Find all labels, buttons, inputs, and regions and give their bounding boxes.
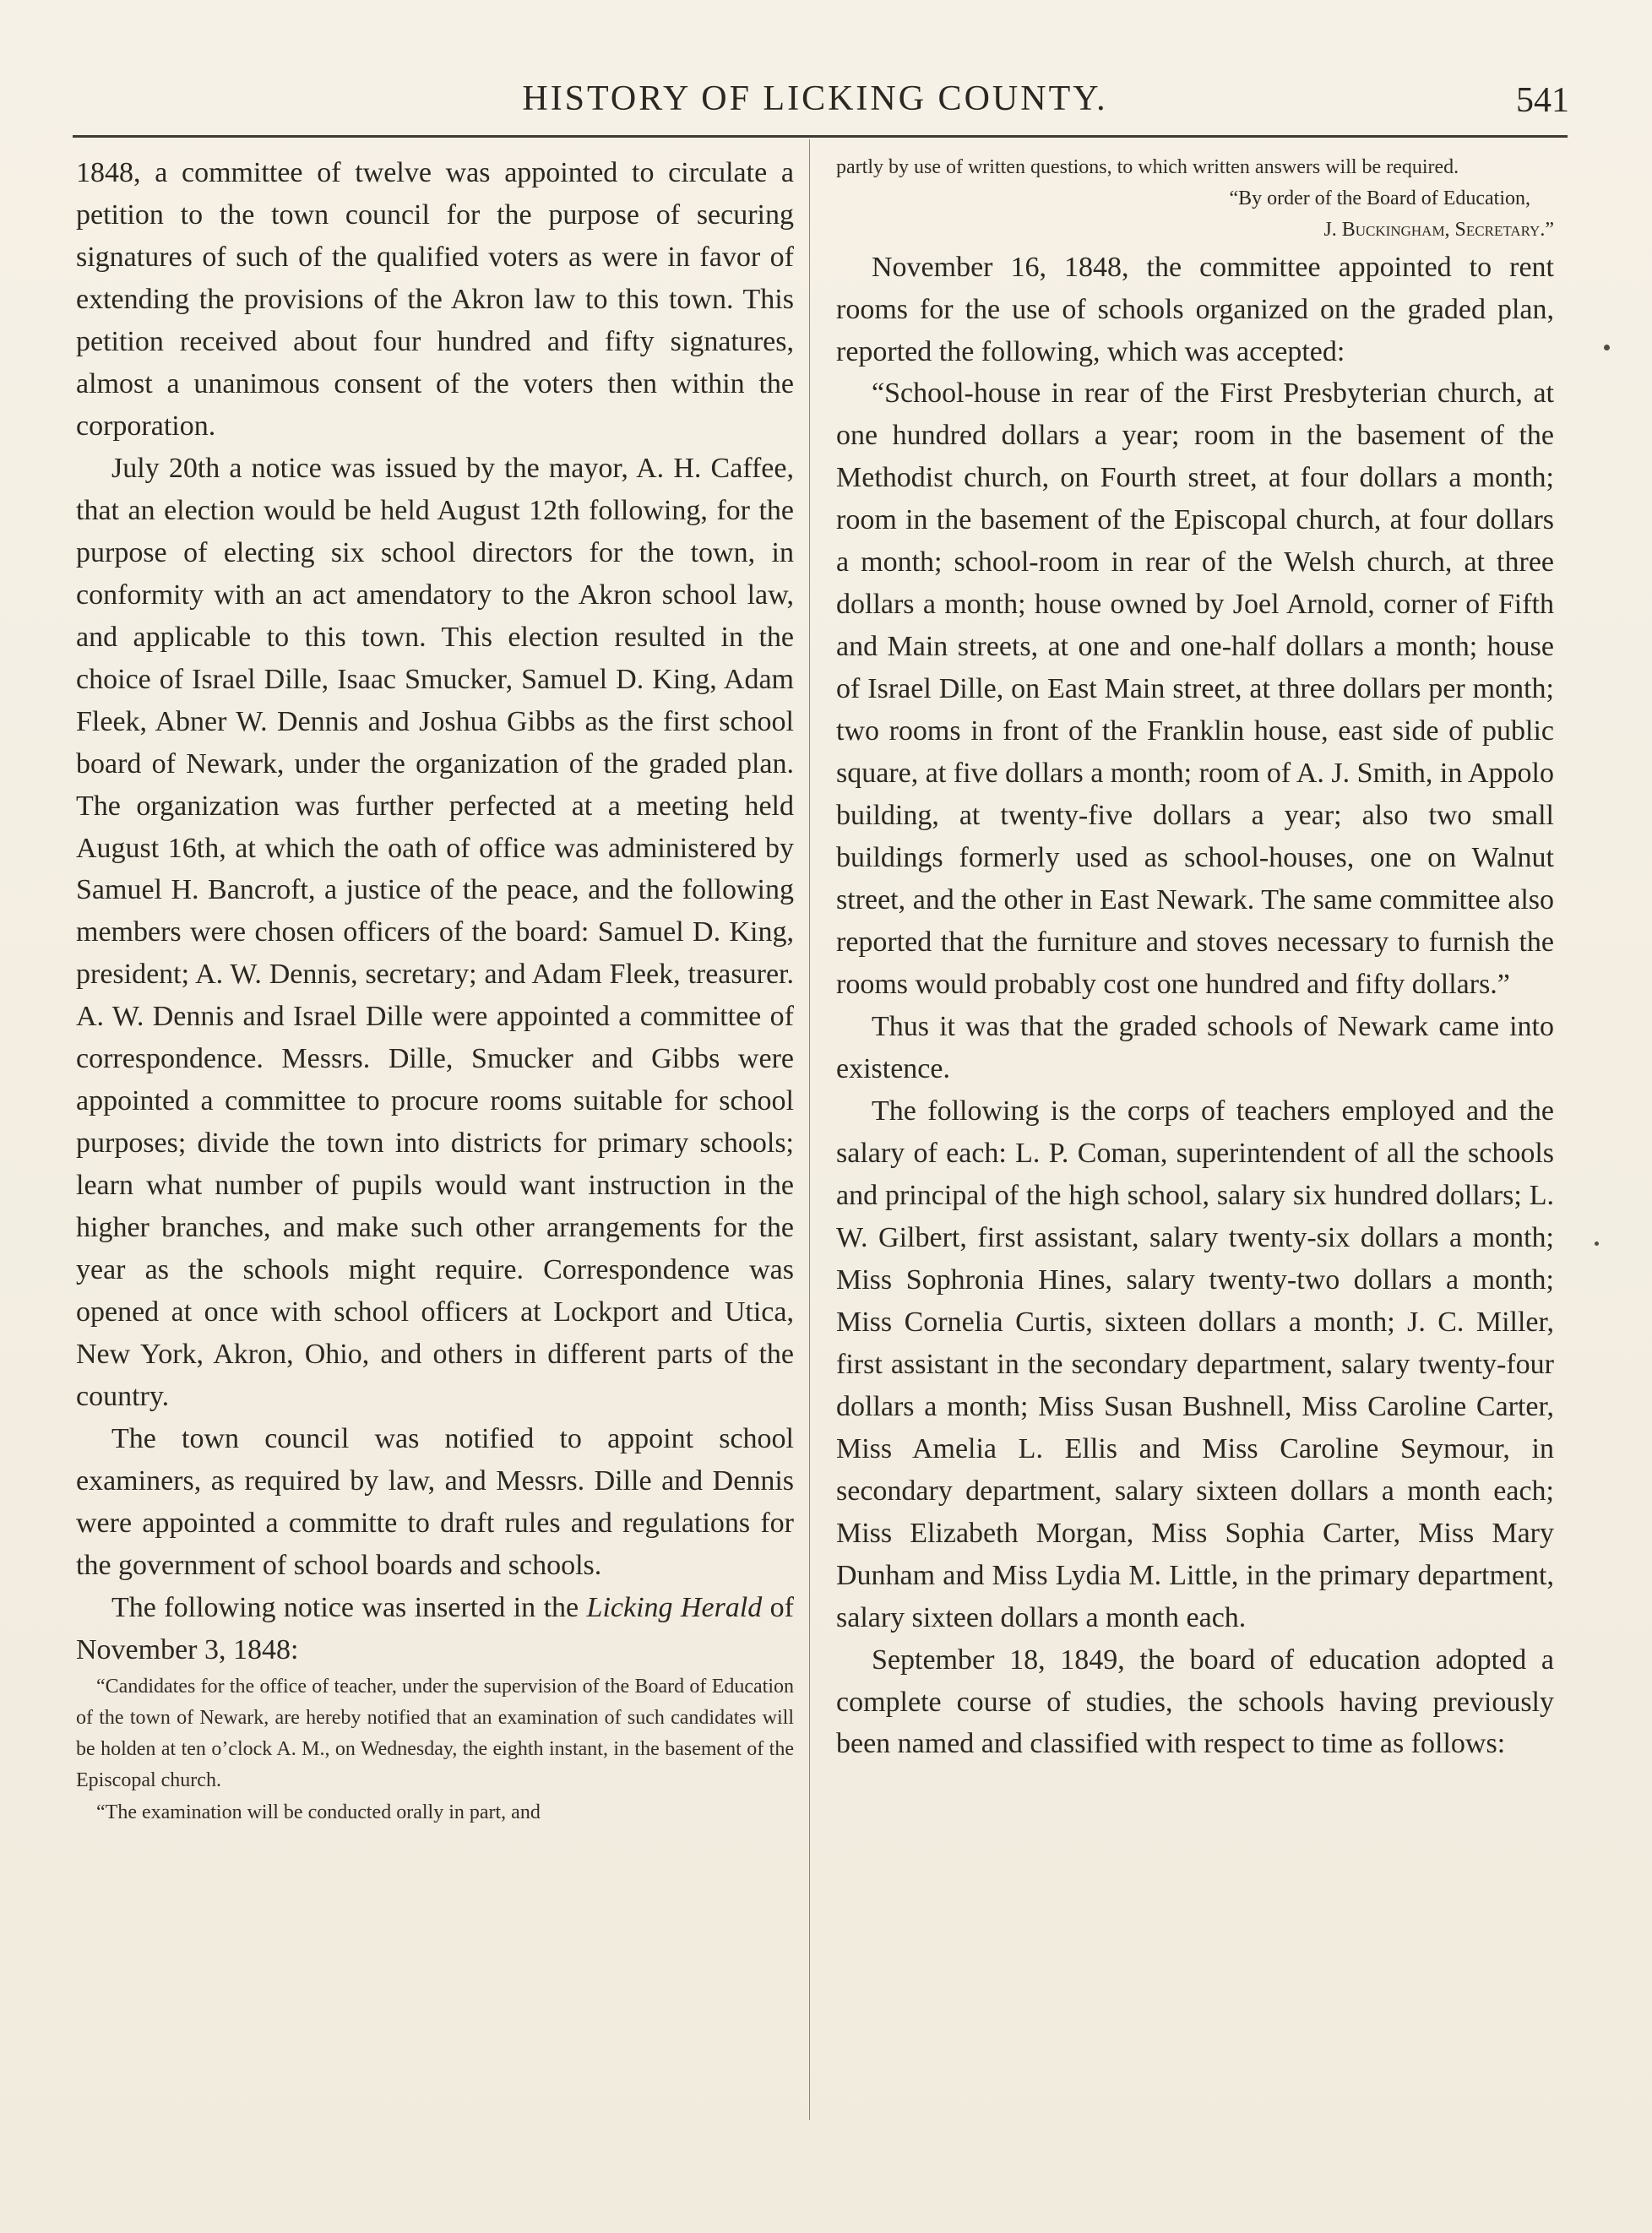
right-column <box>836 152 1554 1765</box>
left-paragraph-4 <box>76 1587 794 1671</box>
notice-continuation: partly by use of written questions, to which written answers will be required. <box>836 156 1459 178</box>
right-paragraph-5: September 18, 1849, the board of education adopted a complete course of studies, the schools having previously been named and classified with respect to time as follows: <box>836 1644 1554 1760</box>
notice-signoff: “By order of the Board of Education, <box>1229 187 1530 210</box>
left-paragraph-4-after: of November 3, 1848: <box>76 1591 795 1665</box>
right-paragraph-3: Thus it was that the graded schools of Newark came into existence. <box>836 1011 1554 1084</box>
page-number: 541 <box>1516 81 1569 120</box>
left-column <box>76 152 794 1828</box>
right-paragraph-4: The following is the corps of teachers employed and the salary of each: L. P. Coman, superintendent of all the schools and principal of the high school, salary six hundred dollars; L. W. Gilbert, first assistant, salary twenty-six dollars a month; Miss Sophronia Hines, salary twenty-two dollars a month; Miss Cornelia Curtis, sixteen dollars a month; J. C. Miller, first assistant in the secondary department, salary twenty-four dollars a month; Miss Susan Bushnell, Miss Caroline Carter, Miss Amelia L. Ellis and Miss Caroline Seymour, in secondary department, salary sixteen dollars a month each; Miss Elizabeth Morgan, Miss Sophia Carter, Miss Mary Dunham and Miss Lydia M. Little, in the primary department, salary sixteen dollars a month each. <box>836 1095 1554 1633</box>
notice-paragraph-2: “The examination will be conducted orally in part, and <box>96 1801 541 1823</box>
header-rule <box>73 135 1568 138</box>
running-head: HISTORY OF LICKING COUNTY. <box>522 79 1108 118</box>
left-paragraph-4-before: The following notice was inserted in the <box>111 1591 587 1623</box>
left-paragraph-1: 1848, a committee of twelve was appointed to circulate a petition to the town council for the purpose of securing signatures of such of the qualified voters as were in favor of extending the provisions of the Akron law to this town. This petition received about four hundred and fifty signatures, almost a unanimous consent of the voters then within the corporation. <box>76 157 794 442</box>
paper-speck-1 <box>1604 345 1610 350</box>
notice-paragraph-1: “Candidates for the office of teacher, under the supervision of the Board of Education of the town of Newark, are hereby notified that an examination of such candidates will be holden at ten o’clock A. M., on Wednesday, the eighth instant, in the basement of the Episcopal church. <box>76 1675 794 1792</box>
newspaper-title: Licking Herald <box>586 1591 763 1623</box>
left-paragraph-3: The town council was notified to appoint school examiners, as required by law, and Messrs. Dille and Dennis were appointed a committe to draft rules and regulations for the government of school boards and schools. <box>76 1423 794 1581</box>
right-paragraph-1: November 16, 1848, the committee appointed to rent rooms for the use of schools organized on the graded plan, reported the following, which was accepted: <box>836 251 1554 367</box>
left-paragraph-2: July 20th a notice was issued by the mayor, A. H. Caffee, that an election would be held August 12th following, for the purpose of electing six school directors for the town, in conformity with an act amendatory to the Akron school law, and applicable to this town. This election resulted in the choice of Israel Dille, Isaac Smucker, Samuel D. King, Adam Fleek, Abner W. Dennis and Joshua Gibbs as the first school board of Newark, under the organization of the graded plan. The organization was further perfected at a meeting held August 16th, at which the oath of office was administered by Samuel H. Bancroft, a justice of the peace, and the following members were chosen officers of the board: Samuel D. King, president; A. W. Dennis, secretary; and Adam Fleek, treasurer. A. W. Dennis and Israel Dille were appointed a committee of correspondence. Messrs. Dille, Smucker and Gibbs were appointed a committee to procure rooms suitable for school purposes; divide the town into districts for primary schools; learn what number of pupils would want instruction in the higher branches, and make such other arrangements for the year as the schools might require. Correspondence was opened at once with school officers at Lockport and Utica, New York, Akron, Ohio, and others in different parts of the country. <box>76 452 794 1413</box>
paper-speck-2 <box>1595 1241 1599 1246</box>
notice-signature: J. Buckingham, Secretary.” <box>1323 219 1554 242</box>
column-divider <box>809 139 810 2120</box>
right-paragraph-2: “School-house in rear of the First Presbyterian church, at one hundred dollars a year; room in the basement of the Methodist church, on Fourth street, at four dollars a month; room in the basement of the Episcopal church, at four dollars a month; school-room in rear of the Welsh church, at three dollars a month; house owned by Joel Arnold, corner of Fifth and Main streets, at one and one-half dollars a month; house of Israel Dille, on East Main street, at three dollars per month; two rooms in front of the Franklin house, east side of public square, at five dollars a month; room of A. J. Smith, in Appolo building, at twenty-five dollars a year; also two small buildings formerly used as school-houses, one on Walnut street, and the other in East Newark. The same committee also reported that the furniture and stoves necessary to furnish the rooms would probably cost one hundred and fifty dollars.” <box>836 378 1554 1001</box>
